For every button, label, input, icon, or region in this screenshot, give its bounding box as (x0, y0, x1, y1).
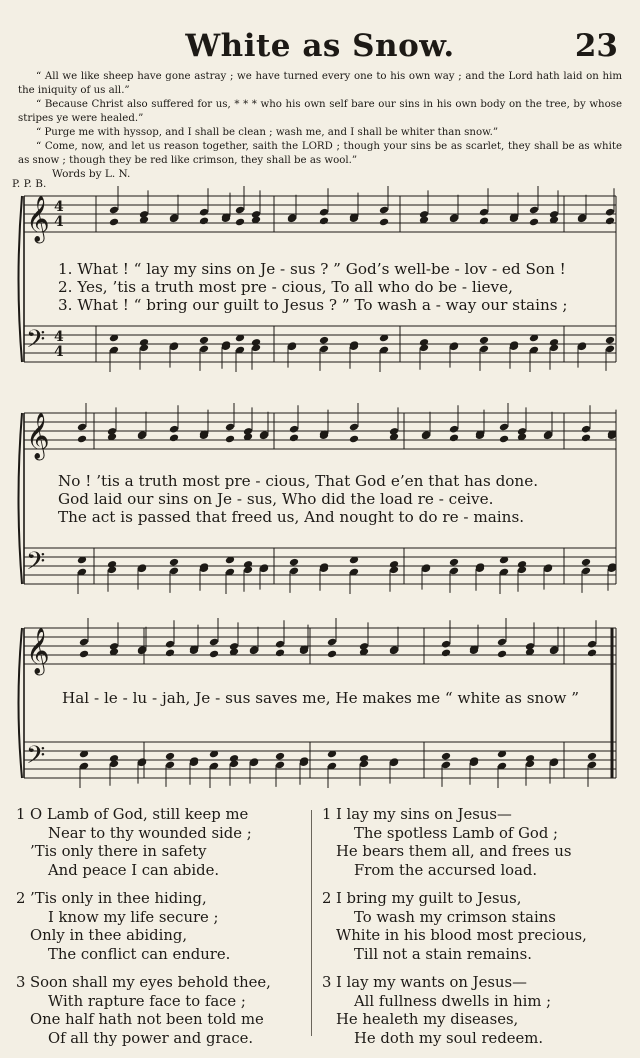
lyric-line: Hal - le - lu - jah, Je - sus saves me, He makes me “ white as snow ” (62, 689, 580, 707)
time-signature: 4 (54, 329, 64, 345)
note-head (289, 558, 299, 567)
stanza-line: White in his blood most precious, (336, 927, 587, 944)
stanza-number: 2 (16, 890, 26, 907)
verse-column-left (16, 806, 316, 1058)
note-head (79, 650, 89, 659)
scripture-line: “ All we like sheep have gone astray ; we have turned every one to his own way ; and the Lord hath laid on him the iniquity of us all.” (18, 71, 622, 96)
scripture-line: “ Purge me with hyssop, and I shall be clean ; wash me, and I shall be whiter than snow.” (36, 127, 499, 138)
note-head (235, 218, 245, 227)
stanza-line: ’Tis only in thee hiding, (30, 890, 207, 907)
note-head (441, 649, 451, 658)
lyric-line: 3. What ! “ bring our guilt to Jesus ? ” To wash a - way our stains ; (58, 296, 568, 314)
stanza-line: ’Tis only there in safety (30, 843, 207, 860)
clef: 𝄢 (26, 325, 46, 360)
scripture-block (18, 70, 622, 168)
note-head (479, 217, 489, 226)
lyric-line: 1. What ! “ lay my sins on Je - sus ? ” God’s well-be - lov - ed Son ! (58, 260, 566, 278)
stanza-line: Till not a stain remains. (354, 945, 532, 963)
note-head (605, 217, 615, 226)
stanza (16, 974, 316, 1048)
stanza-line: And peace I can abide. (48, 861, 220, 879)
note-head (449, 434, 459, 443)
stanza-line: He doth my soul redeem. (354, 1029, 544, 1047)
stanza-number: 1 (322, 806, 332, 823)
note-head (169, 434, 179, 443)
note-head (529, 218, 539, 227)
column-divider (311, 810, 312, 1036)
stanza-number: 3 (16, 974, 26, 991)
stanza (322, 974, 622, 1048)
note-head (497, 650, 507, 659)
note-head (441, 752, 451, 761)
note-head (165, 752, 175, 761)
note-head (349, 435, 359, 444)
stanza-line: He bears them all, and frees us (336, 843, 572, 860)
note-head (449, 558, 459, 567)
music-credit: P. P. B. (12, 178, 47, 190)
note-head (199, 336, 209, 345)
note-head (581, 558, 591, 567)
time-signature: 4 (54, 344, 64, 360)
scripture-line: “ Come, now, and let us reason together, saith the LORD ; though your sins be as scarlet, they shall be as white as snow ; though they be red like crimson, they shall be as wool.” (18, 141, 622, 166)
lyric-line: God laid our sins on Je - sus, Who did the load re - ceive. (58, 490, 494, 508)
brace (19, 628, 23, 778)
brace (19, 196, 23, 362)
time-signature: 4 (54, 214, 64, 230)
clef: 𝄞 (26, 628, 50, 674)
stanza-number: 2 (322, 890, 332, 907)
stanza-line: Of all thy power and grace. (48, 1029, 254, 1047)
note-head (587, 752, 597, 761)
note-head (165, 649, 175, 658)
stanza-line: I bring my guilt to Jesus, (336, 890, 522, 907)
stanza-number: 3 (322, 974, 332, 991)
stanza-line: O Lamb of God, still keep me (30, 806, 249, 823)
stanza (16, 806, 316, 880)
brace (19, 413, 23, 584)
note-head (275, 649, 285, 658)
clef: 𝄢 (26, 741, 46, 776)
lyric-line: 2. Yes, ’tis a truth most pre - cious, To all who do be - lieve, (58, 278, 513, 296)
stanza (322, 806, 622, 880)
stanza-line: The conflict can endure. (48, 945, 231, 963)
stanza-line: The spotless Lamb of God ; (354, 824, 558, 842)
note-head (319, 336, 329, 345)
stanza-line: To wash my crimson stains (354, 908, 556, 926)
note-head (225, 435, 235, 444)
lyric-line: No ! ’tis a truth most pre - cious, That God e’en that has done. (58, 472, 539, 490)
note-head (581, 434, 591, 443)
clef: 𝄞 (26, 413, 50, 459)
note-head (209, 650, 219, 659)
stanza-line: I lay my wants on Jesus— (336, 974, 527, 991)
note-head (199, 217, 209, 226)
verse-columns (0, 806, 640, 1046)
page-number: 23 (574, 28, 618, 64)
note-head (479, 336, 489, 345)
stanza-line: From the accursed load. (354, 861, 538, 879)
note-head (289, 434, 299, 443)
note-head (77, 435, 87, 444)
stanza (322, 890, 622, 964)
note-head (327, 650, 337, 659)
stanza-line: All fullness dwells in him ; (354, 992, 552, 1010)
stanza-line: One half hath not been told me (30, 1011, 264, 1028)
lyric-line: The act is passed that freed us, And nought to do re - mains. (58, 508, 525, 526)
note-head (319, 217, 329, 226)
clef: 𝄢 (26, 547, 46, 582)
clef: 𝄞 (26, 196, 50, 242)
stanza-line: I lay my sins on Jesus— (336, 806, 512, 823)
stanza-line: Near to thy wounded side ; (48, 824, 252, 842)
hymn-title: White as Snow. (185, 28, 455, 64)
note-head (499, 435, 509, 444)
note-head (109, 218, 119, 227)
note-head (379, 218, 389, 227)
stanza-line: Soon shall my eyes behold thee, (30, 974, 271, 991)
time-signature: 4 (54, 199, 64, 215)
verse-column-right (322, 806, 622, 1058)
note-head (605, 336, 615, 345)
stanza-line: He healeth my diseases, (336, 1011, 519, 1028)
words-credit: Words by L. N. (52, 168, 131, 180)
scripture-line: “ Because Christ also suffered for us, * * * who his own self bare our sins in his own body on the tree, by whose stripes ye were healed.” (18, 99, 622, 124)
note-head (587, 649, 597, 658)
stanza-line: Only in thee abiding, (30, 927, 188, 944)
stanza-line: I know my life secure ; (48, 908, 219, 926)
stanza-line: With rapture face to face ; (48, 992, 246, 1010)
stanza (16, 890, 316, 964)
stanza-number: 1 (16, 806, 26, 823)
note-head (169, 558, 179, 567)
note-head (275, 752, 285, 761)
